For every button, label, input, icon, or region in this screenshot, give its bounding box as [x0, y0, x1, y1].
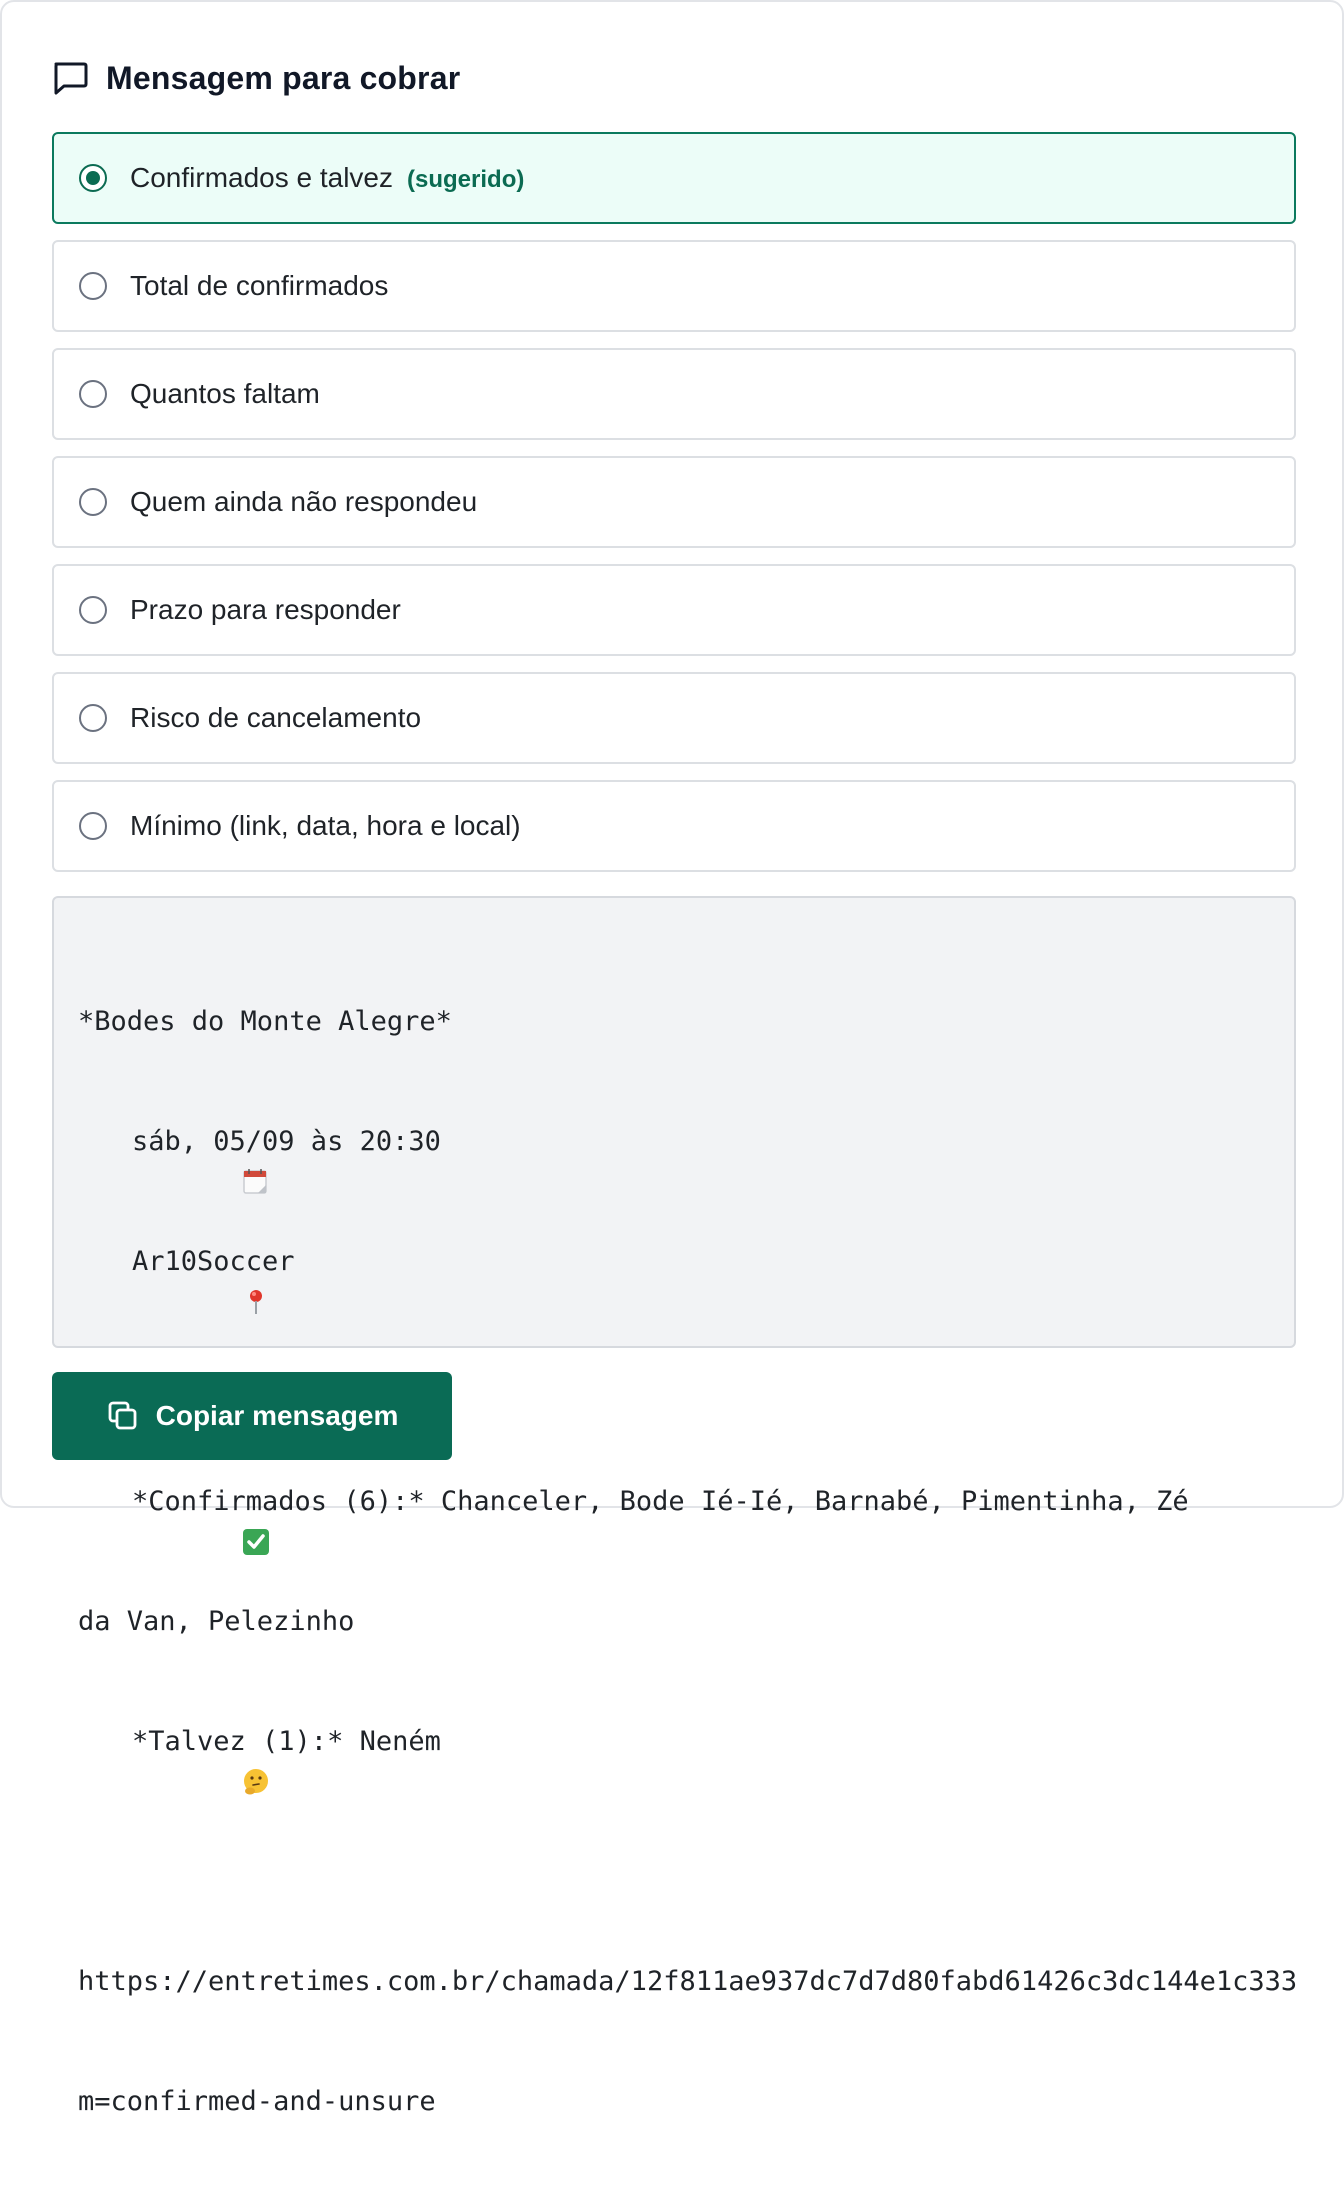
copy-button-label: Copiar mensagem: [155, 1400, 399, 1431]
message-title-line: *Bodes do Monte Alegre*: [78, 1006, 452, 1037]
pin-icon: [78, 1247, 108, 1277]
radio-button[interactable]: [79, 488, 107, 516]
message-maybe-line: *Talvez (1):* Neném: [78, 1722, 1297, 1762]
message-type-options: [52, 132, 1296, 888]
radio-button[interactable]: [79, 380, 107, 408]
copy-icon: [106, 1399, 140, 1433]
card-header: [52, 58, 460, 98]
copy-message-button[interactable]: [52, 1372, 452, 1460]
message-confirmed-line-cont: da Van, Pelezinho: [78, 1606, 355, 1637]
option-label: Quantos faltam: [130, 378, 320, 409]
message-link-line: https://entretimes.com.br/chamada/12f811ae937dc7d7d80fabd61426c3dc144e1c333: [78, 1966, 1298, 1997]
option-confirmados-e-talvez[interactable]: [52, 132, 1296, 224]
radio-button[interactable]: [79, 704, 107, 732]
message-location-line: Ar10Soccer: [78, 1242, 1297, 1282]
suggested-tag: (sugerido): [407, 166, 525, 193]
radio-button[interactable]: [79, 812, 107, 840]
option-total-de-confirmados[interactable]: [52, 240, 1296, 332]
message-link-line-cont: m=confirmed-and-unsure: [78, 2086, 436, 2117]
option-quantos-faltam[interactable]: [52, 348, 1296, 440]
calendar-icon: [78, 1127, 108, 1157]
option-label: Quem ainda não respondeu: [130, 486, 478, 517]
option-label: Risco de cancelamento: [130, 702, 422, 733]
option-quem-ainda-nao-respondeu[interactable]: [52, 456, 1296, 548]
radio-button[interactable]: [79, 596, 107, 624]
option-minimo[interactable]: [52, 780, 1296, 872]
option-label: Prazo para responder: [130, 594, 401, 625]
option-label: Total de confirmados: [130, 270, 389, 301]
message-confirmed-line: *Confirmados (6):* Chanceler, Bode Ié-Ié, Barnabé, Pimentinha, Zé: [78, 1482, 1297, 1522]
card-title: Mensagem para cobrar: [106, 59, 461, 96]
check-mark-icon: [78, 1487, 108, 1517]
radio-button[interactable]: [79, 164, 107, 192]
option-risco-de-cancelamento[interactable]: [52, 672, 1296, 764]
option-label: Confirmados e talvez: [130, 162, 394, 193]
message-icon: [52, 61, 88, 95]
radio-button[interactable]: [79, 272, 107, 300]
option-label: Mínimo (link, data, hora e local): [130, 810, 521, 841]
thinking-face-icon: [78, 1727, 108, 1757]
option-prazo-para-responder[interactable]: [52, 564, 1296, 656]
message-date-line: sáb, 05/09 às 20:30: [78, 1122, 1297, 1162]
